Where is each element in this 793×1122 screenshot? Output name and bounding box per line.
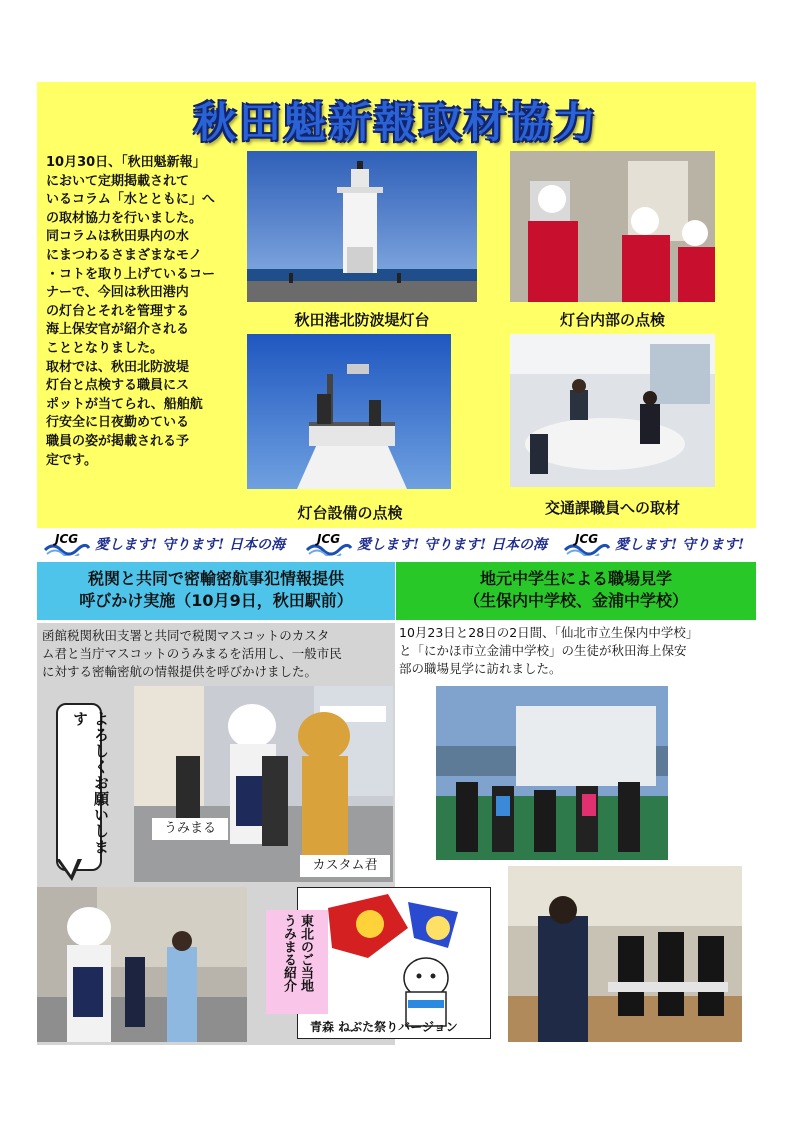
banner-slogan: 愛します! 守ります! 日本の海 <box>357 537 548 553</box>
equipment-inspection-photo <box>247 334 451 489</box>
umimaru-label: うみまる <box>152 818 228 840</box>
interview-photo <box>510 334 715 487</box>
interior-inspection-photo <box>510 151 715 302</box>
equipment-caption: 灯台設備の点検 <box>297 504 403 522</box>
umimaru-handout-photo <box>37 887 247 1042</box>
interior-caption: 灯台内部の点検 <box>559 311 665 329</box>
speech-bubble-tail-fill <box>59 858 78 875</box>
nebuta-caption: 青森 ねぶた祭りバージョン <box>310 1020 458 1034</box>
jcg-logo-text: JCG <box>55 532 79 546</box>
banner-unit <box>563 530 744 558</box>
speech-text: よろしくお願いします <box>71 711 110 855</box>
customs-body-text: 函館税関秋田支署と共同で税関マスコットのカスタ ム君と当庁マスコットのうみまるを活用し、一般市民 に対する密輸密航の情報提供を呼びかけました。 <box>42 628 342 679</box>
school-visit-section-heading <box>396 562 756 620</box>
school-visit-body-text: 10月23日と28日の2日間、「仙北市立生保内中学校」 と「にかほ市立金浦中学校」の生徒が秋田海上保安 部の職場見学に訪れました。 <box>399 625 699 676</box>
jcg-logo-text: JCG <box>575 532 599 546</box>
custom-kun-label: カスタム君 <box>300 855 390 877</box>
intro-paragraph: 10月30日、「秋田魁新報」 において定期掲載されて いるコラム「水とともに」へ の取材協力を行いました。 同コラムは秋田県内の水 にまつわるさまざまなモノ ・コトを取り上げているコー ナーで、今回は秋田港内 の灯台とそれを管理する 海上保安官が紹介される こととなりました。 取材では、秋田北防波堤 灯台と点検する職員にス ポットが当てられ、船舶航 行安全に日夜勤めている 職員の姿が掲載される予 定です。 <box>46 155 216 468</box>
page-title: 秋田魁新報取材協力 <box>193 98 599 147</box>
banner-unit <box>305 530 547 558</box>
jcg-wave-icon <box>305 532 353 556</box>
lighthouse-photo <box>247 151 477 302</box>
ship-deck-visit-photo <box>436 686 668 860</box>
tohoku-umimaru-label <box>266 910 328 1014</box>
jcg-wave-icon <box>43 532 91 556</box>
school-visit-heading-text: 地元中学生による職場見学 （生保内中学校、金浦中学校） <box>463 569 688 610</box>
jcg-logo-text: JCG <box>317 532 341 546</box>
indoor-briefing-photo <box>508 866 742 1042</box>
banner-slogan: 愛します! 守ります! <box>615 537 745 553</box>
station-campaign-photo <box>134 686 393 882</box>
customs-heading-text: 税関と共同で密輸密航事犯情報提供 呼びかけ実施（10月9日，秋田駅前） <box>79 569 353 610</box>
interview-caption: 交通課職員への取材 <box>544 499 680 517</box>
lighthouse-caption: 秋田港北防波堤灯台 <box>294 311 430 329</box>
banner-unit <box>43 530 285 558</box>
banner-slogan: 愛します! 守ります! 日本の海 <box>95 537 286 553</box>
speech-bubble <box>56 703 110 871</box>
customs-section-heading <box>37 562 395 620</box>
jcg-wave-icon <box>563 532 611 556</box>
slogan-banner <box>37 530 756 558</box>
tohoku-umimaru-text: 東北のご当地 うみまる紹介 <box>281 914 313 992</box>
